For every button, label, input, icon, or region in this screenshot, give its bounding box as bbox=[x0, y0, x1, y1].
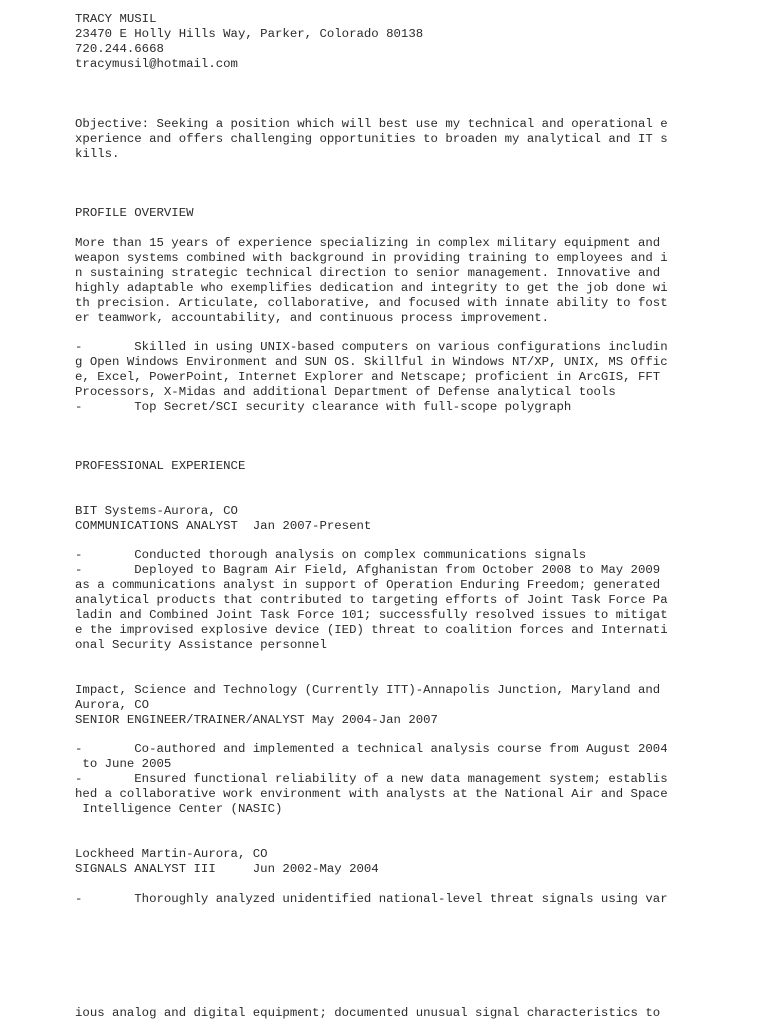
job-bullet-line: to June 2005 bbox=[75, 757, 172, 771]
job-title: SENIOR ENGINEER/TRAINER/ANALYST May 2004-Jan 2007 bbox=[75, 713, 438, 727]
job-company: Aurora, CO bbox=[75, 698, 150, 712]
job-company: Lockheed Martin-Aurora, CO bbox=[75, 847, 268, 861]
job-continuation-line: ious analog and digital equipment; documented unusual signal characteristics to bbox=[75, 1006, 661, 1020]
job-title: SIGNALS ANALYST III Jun 2002-May 2004 bbox=[75, 862, 379, 876]
contact-email: tracymusil@hotmail.com bbox=[75, 57, 238, 71]
job-bullet-line: as a communications analyst in support of Operation Enduring Freedom; generated bbox=[75, 578, 661, 592]
job-bullet-line: Intelligence Center (NASIC) bbox=[75, 802, 283, 816]
profile-paragraph-line: er teamwork, accountability, and continuous process improvement. bbox=[75, 311, 550, 325]
job-company: BIT Systems-Aurora, CO bbox=[75, 504, 238, 518]
job-bullet-line: hed a collaborative work environment with analysts at the National Air and Space bbox=[75, 787, 668, 801]
profile-paragraph-line: weapon systems combined with background in providing training to employees and i bbox=[75, 251, 668, 265]
profile-bullet-line: - Skilled in using UNIX-based computers on various configurations includin bbox=[75, 340, 668, 354]
job-bullet-line: onal Security Assistance personnel bbox=[75, 638, 327, 652]
job-company: Impact, Science and Technology (Currently ITT)-Annapolis Junction, Maryland and bbox=[75, 683, 661, 697]
job-bullet-line: ladin and Combined Joint Task Force 101; successfully resolved issues to mitigat bbox=[75, 608, 668, 622]
job-bullet-line: e the improvised explosive device (IED) threat to coalition forces and Internati bbox=[75, 623, 668, 637]
objective-line: Objective: Seeking a position which will best use my technical and operational e bbox=[75, 117, 668, 131]
profile-heading: PROFILE OVERVIEW bbox=[75, 206, 194, 220]
contact-phone: 720.244.6668 bbox=[75, 42, 164, 56]
job-bullet-line: - Thoroughly analyzed unidentified national-level threat signals using var bbox=[75, 892, 668, 906]
job-bullet-line: analytical products that contributed to targeting efforts of Joint Task Force Pa bbox=[75, 593, 668, 607]
job-bullet-line: - Ensured functional reliability of a new data management system; establis bbox=[75, 772, 668, 786]
job-title: COMMUNICATIONS ANALYST Jan 2007-Present bbox=[75, 519, 372, 533]
contact-name: TRACY MUSIL bbox=[75, 12, 157, 26]
job-bullet-line: - Conducted thorough analysis on complex communications signals bbox=[75, 548, 587, 562]
profile-bullet-line: g Open Windows Environment and SUN OS. Skillful in Windows NT/XP, UNIX, MS Offic bbox=[75, 355, 668, 369]
profile-paragraph-line: More than 15 years of experience specializing in complex military equipment and bbox=[75, 236, 661, 250]
profile-paragraph-line: highly adaptable who exemplifies dedication and integrity to get the job done wi bbox=[75, 281, 668, 295]
profile-bullet-line: - Top Secret/SCI security clearance with full-scope polygraph bbox=[75, 400, 572, 414]
job-bullet-line: - Deployed to Bagram Air Field, Afghanistan from October 2008 to May 2009 bbox=[75, 563, 661, 577]
job-bullet-line: - Co-authored and implemented a technical analysis course from August 2004 bbox=[75, 742, 668, 756]
contact-address: 23470 E Holly Hills Way, Parker, Colorado 80138 bbox=[75, 27, 424, 41]
profile-paragraph-line: th precision. Articulate, collaborative, and focused with innate ability to fost bbox=[75, 296, 668, 310]
objective-line: kills. bbox=[75, 147, 120, 161]
objective-line: xperience and offers challenging opportunities to broaden my analytical and IT s bbox=[75, 132, 668, 146]
profile-paragraph-line: n sustaining strategic technical direction to senior management. Innovative and bbox=[75, 266, 661, 280]
profile-bullet-line: e, Excel, PowerPoint, Internet Explorer and Netscape; proficient in ArcGIS, FFT bbox=[75, 370, 661, 384]
experience-heading: PROFESSIONAL EXPERIENCE bbox=[75, 459, 246, 473]
profile-bullet-line: Processors, X-Midas and additional Department of Defense analytical tools bbox=[75, 385, 616, 399]
